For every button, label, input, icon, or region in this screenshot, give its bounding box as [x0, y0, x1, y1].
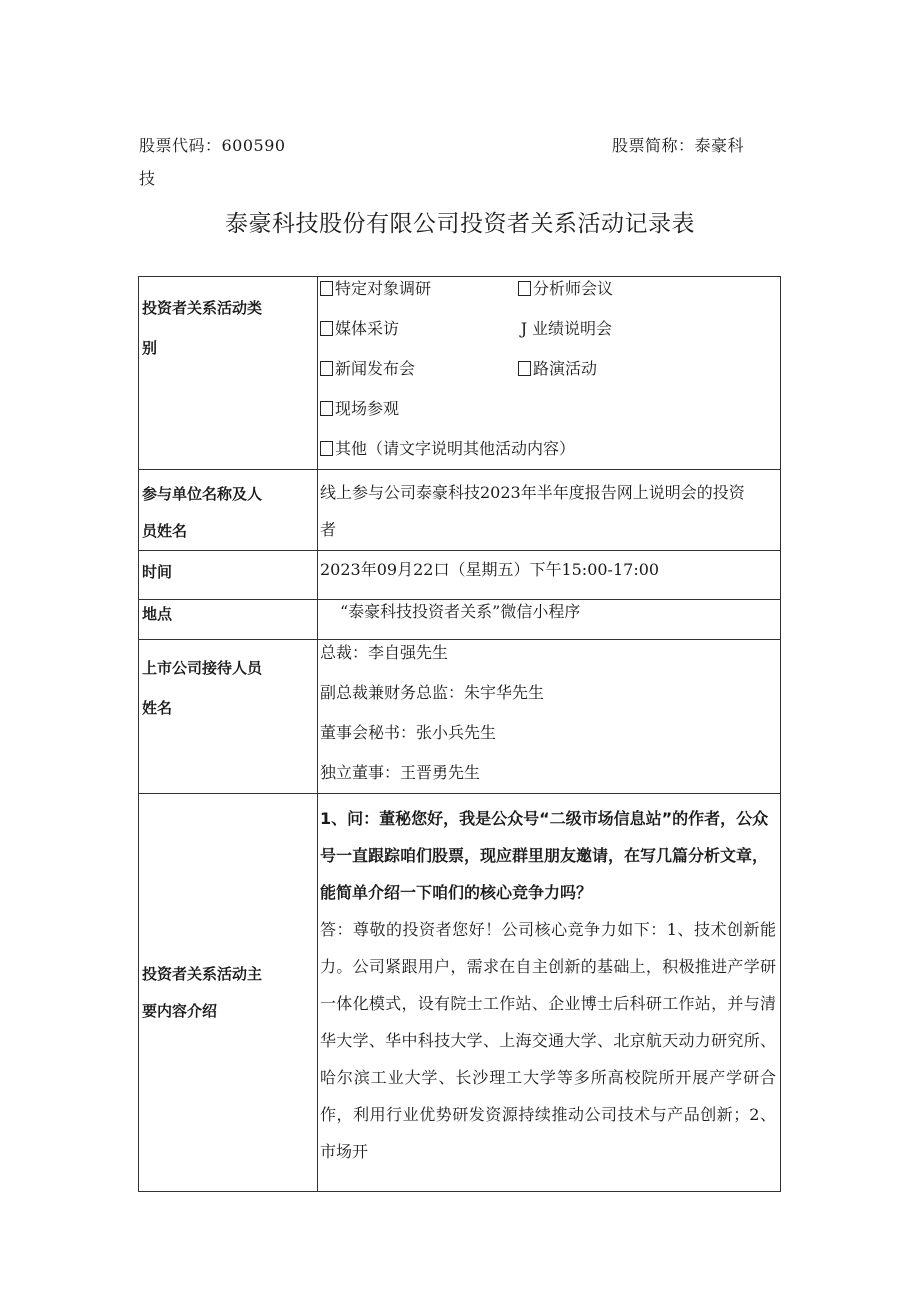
checkbox-empty-icon	[518, 361, 531, 376]
content-body	[318, 794, 781, 1192]
label-content-line2: 要内容介绍	[142, 1001, 218, 1020]
checkbox-empty-icon	[320, 321, 333, 336]
checkbox-empty-icon	[320, 281, 333, 296]
option-label: 新闻发布会	[335, 359, 416, 378]
label-content-line1: 投资者关系活动主	[142, 964, 263, 983]
answer-text: 答：尊敬的投资者您好！公司核心竞争力如下：1、技术创新能力。公司紧跟用户，需求在自主创新的基础上，积极推进产学研一体化模式，设有院士工作站、企业博士后科研工作站，并与清华大学、华中科技大学、上海交通大学、北京航天动力研究所、哈尔滨工业大学、长沙理工大学等多所高校院所开展产学研合作，利用行业优势研发资源持续推动公司技术与产品创新；2、市场开	[320, 920, 776, 1161]
label-activity-type-line1: 投资者关系活动类	[142, 299, 263, 317]
label-participants-line1: 参与单位名称及人	[142, 485, 263, 503]
label-participants	[139, 470, 318, 551]
record-table	[138, 276, 781, 1192]
reception-persons	[318, 640, 781, 794]
option-label: 媒体采访	[335, 319, 400, 338]
checkbox-empty-icon	[320, 361, 333, 376]
option-label: 分析师会议	[533, 279, 614, 298]
time-text: 2023年09月22口（星期五）下午15:00-17:00	[320, 560, 660, 579]
label-location	[139, 600, 318, 640]
participants-line2: 者	[320, 520, 337, 539]
reception-person: 独立董事：王晋勇先生	[320, 763, 481, 782]
option-label: 业绩说明会	[532, 319, 613, 338]
label-reception-line2: 姓名	[142, 699, 173, 717]
row-reception	[139, 640, 781, 794]
row-activity-type	[139, 277, 781, 470]
checkbox-empty-icon	[518, 281, 531, 296]
document-title: 泰豪科技股份有限公司投资者关系活动记录表	[225, 211, 695, 237]
option-results-briefing[interactable]	[518, 309, 776, 349]
participants-line1: 线上参与公司泰豪科技2023年半年度报告网上说明会的投资	[320, 483, 745, 502]
question-text: 1、问：董秘您好，我是公众号“二级市场信息站”的作者，公众号一直跟踪咱们股票，现应群里朋友邀请，在写几篇分析文章，能简单介绍一下咱们的核心竞争力吗？	[320, 809, 769, 902]
option-label: 现场参观	[335, 399, 400, 418]
stock-name-continuation: 技	[139, 169, 156, 188]
label-content	[139, 794, 318, 1192]
option-analyst-meeting[interactable]	[518, 269, 776, 309]
label-activity-type-line2: 别	[142, 339, 158, 357]
reception-person: 董事会秘书：张小兵先生	[320, 723, 497, 742]
label-reception-line1: 上市公司接待人员	[142, 659, 263, 677]
reception-person: 副总裁兼财务总监：朱宇华先生	[320, 683, 545, 702]
option-other[interactable]	[320, 429, 776, 469]
option-label: 特定对象调研	[335, 279, 432, 298]
reception-person: 总裁：李自强先生	[320, 643, 449, 662]
option-media-interview[interactable]	[320, 309, 518, 349]
option-specific-research[interactable]	[320, 269, 518, 309]
label-activity-type	[139, 277, 318, 470]
activity-type-options	[318, 277, 781, 470]
label-location-text: 地点	[142, 605, 173, 623]
time-value	[318, 551, 781, 600]
checkbox-empty-icon	[320, 401, 333, 416]
location-text: “泰豪科技投资者关系”微信小程序	[340, 602, 581, 621]
stock-code: 股票代码：600590	[139, 136, 286, 155]
stock-name: 股票简称：泰豪科	[612, 136, 745, 155]
option-label: 其他（请文字说明其他活动内容）	[335, 439, 576, 458]
checkmark-icon: J	[520, 319, 528, 338]
participants-value	[318, 470, 781, 551]
option-label: 路演活动	[533, 359, 598, 378]
row-content	[139, 794, 781, 1192]
label-time-text: 时间	[142, 563, 173, 581]
label-time	[139, 551, 318, 600]
label-participants-line2: 员姓名	[142, 522, 188, 540]
row-participants	[139, 470, 781, 551]
label-reception	[139, 640, 318, 794]
option-press-conference[interactable]	[320, 349, 518, 389]
row-time	[139, 551, 781, 600]
option-site-visit[interactable]	[320, 389, 776, 429]
checkbox-empty-icon	[320, 441, 333, 456]
option-roadshow[interactable]	[518, 349, 776, 389]
